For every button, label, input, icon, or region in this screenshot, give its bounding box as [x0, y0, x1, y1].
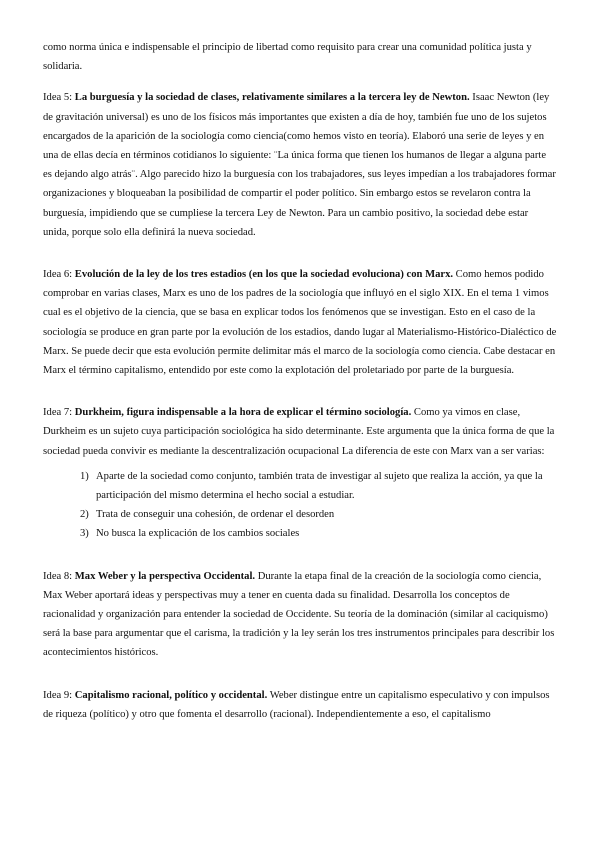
idea7-paragraph	[43, 403, 557, 461]
list-item	[43, 505, 557, 524]
list-number: 2)	[80, 509, 89, 521]
idea7-body: Como ya vimos en clase, Durkheim es un sujeto cuya participación sociológica ha sido determinante. Este argumenta que la única forma de que la sociedad pueda convivir es mediante la descentralización ocupacional La diferencia de este con Marx van a ser varias:	[43, 407, 555, 457]
idea5-label: Idea 5:	[43, 92, 75, 104]
idea9-title: Capitalismo racional, político y occidental.	[74, 689, 268, 701]
list-number: 3)	[80, 528, 89, 540]
idea8-label: Idea 8:	[43, 570, 75, 582]
idea8-paragraph	[43, 567, 557, 663]
idea9-label: Idea 9:	[43, 689, 75, 701]
intro-paragraph	[43, 38, 557, 76]
idea8-body: Durante la etapa final de la creación de la sociología como ciencia, Max Weber aportará ideas y perspectivas muy a tener en cuenta dada su finalidad. Desarrolla los conceptos de racionalidad y organización para entender la sociedad de Occidente. Su teoría de la dominación (similar al caciquismo) será la base para argumentar que el carisma, la tradición y la ley serán los tres instrumentos principales para describir los acontecimientos históricos.	[43, 570, 555, 659]
list-text: Trata de conseguir una cohesión, de ordenar el desorden	[96, 509, 335, 521]
idea7-label: Idea 7:	[43, 407, 75, 419]
list-text: Aparte de la sociedad como conjunto, también trata de investigar al sujeto que realiza la acción, ya que la participación del mismo determina el hecho social a estudiar.	[96, 470, 543, 502]
idea6-body: Como hemos podido comprobar en varias clases, Marx es uno de los padres de la sociología que influyó en el siglo XIX. En el tema 1 vimos cual es el objetivo de la ciencia, que se basa en explicar todos los fenómenos que se investigan. Esto en el caso de la sociología se produce en gran parte por la evolución de los estadios, dando lugar al Materialismo-Histórico-Dialéctico de Marx. Se puede decir que esta evolución permite delimitar más el marco de la sociología como ciencia. Cabe destacar en Marx el término capitalismo, entendido por este como la explotación del proletariado por parte de la burguesía.	[43, 269, 557, 377]
idea9-paragraph	[43, 686, 557, 724]
idea5-paragraph	[43, 88, 557, 242]
list-number: 1)	[80, 470, 89, 482]
intro-text: como norma única e indispensable el principio de libertad como requisito para crear una comunidad política justa y solidaria.	[43, 42, 532, 73]
idea6-title: Evolución de la ley de los tres estadios (en los que la sociedad evoluciona) con Marx.	[74, 269, 454, 281]
idea6-label: Idea 6:	[43, 269, 75, 281]
idea5-title: La burguesía y la sociedad de clases, relativamente similares a la tercera ley de Newton.	[74, 92, 470, 104]
idea5-body: Isaac Newton (ley de gravitación universal) es uno de los físicos más importantes que existen a día de hoy, también fue uno de los sujetos encargados de la aparición de la sociología como ciencia(como hemos visto en teoría). Elaboró una serie de leyes y en una de ellas decía en términos cotidianos lo siguiente: ¨La única forma que tienen los humanos de llegar a alguna parte es dejando algo atrás¨. Algo parecido hizo la burguesía con los trabajadores, sus leyes impedían a los trabajadores formar organizaciones y bloqueaban la posibilidad de compartir el poder político. Sin embargo estos se revelaron contra la burguesía, impidiendo que se cumpliese la tercera Ley de Newton. Para un cambio positivo, la sociedad debe estar unida, porque solo ella definirá la nueva sociedad.	[43, 92, 556, 238]
idea6-paragraph	[43, 265, 557, 380]
list-text: No busca la explicación de los cambios sociales	[96, 528, 300, 540]
list-item	[43, 467, 557, 505]
idea8-title: Max Weber y la perspectiva Occidental.	[74, 570, 256, 582]
idea9-body: Weber distingue entre un capitalismo especulativo y con impulsos de riqueza (político) y otro que fomenta el desarrollo (racional). Independientemente a eso, el capitalismo	[43, 689, 550, 720]
list-item	[43, 524, 557, 543]
document-page	[43, 38, 557, 724]
idea7-title: Durkheim, figura indispensable a la hora de explicar el término sociología.	[74, 407, 412, 419]
idea7-list	[43, 467, 557, 544]
